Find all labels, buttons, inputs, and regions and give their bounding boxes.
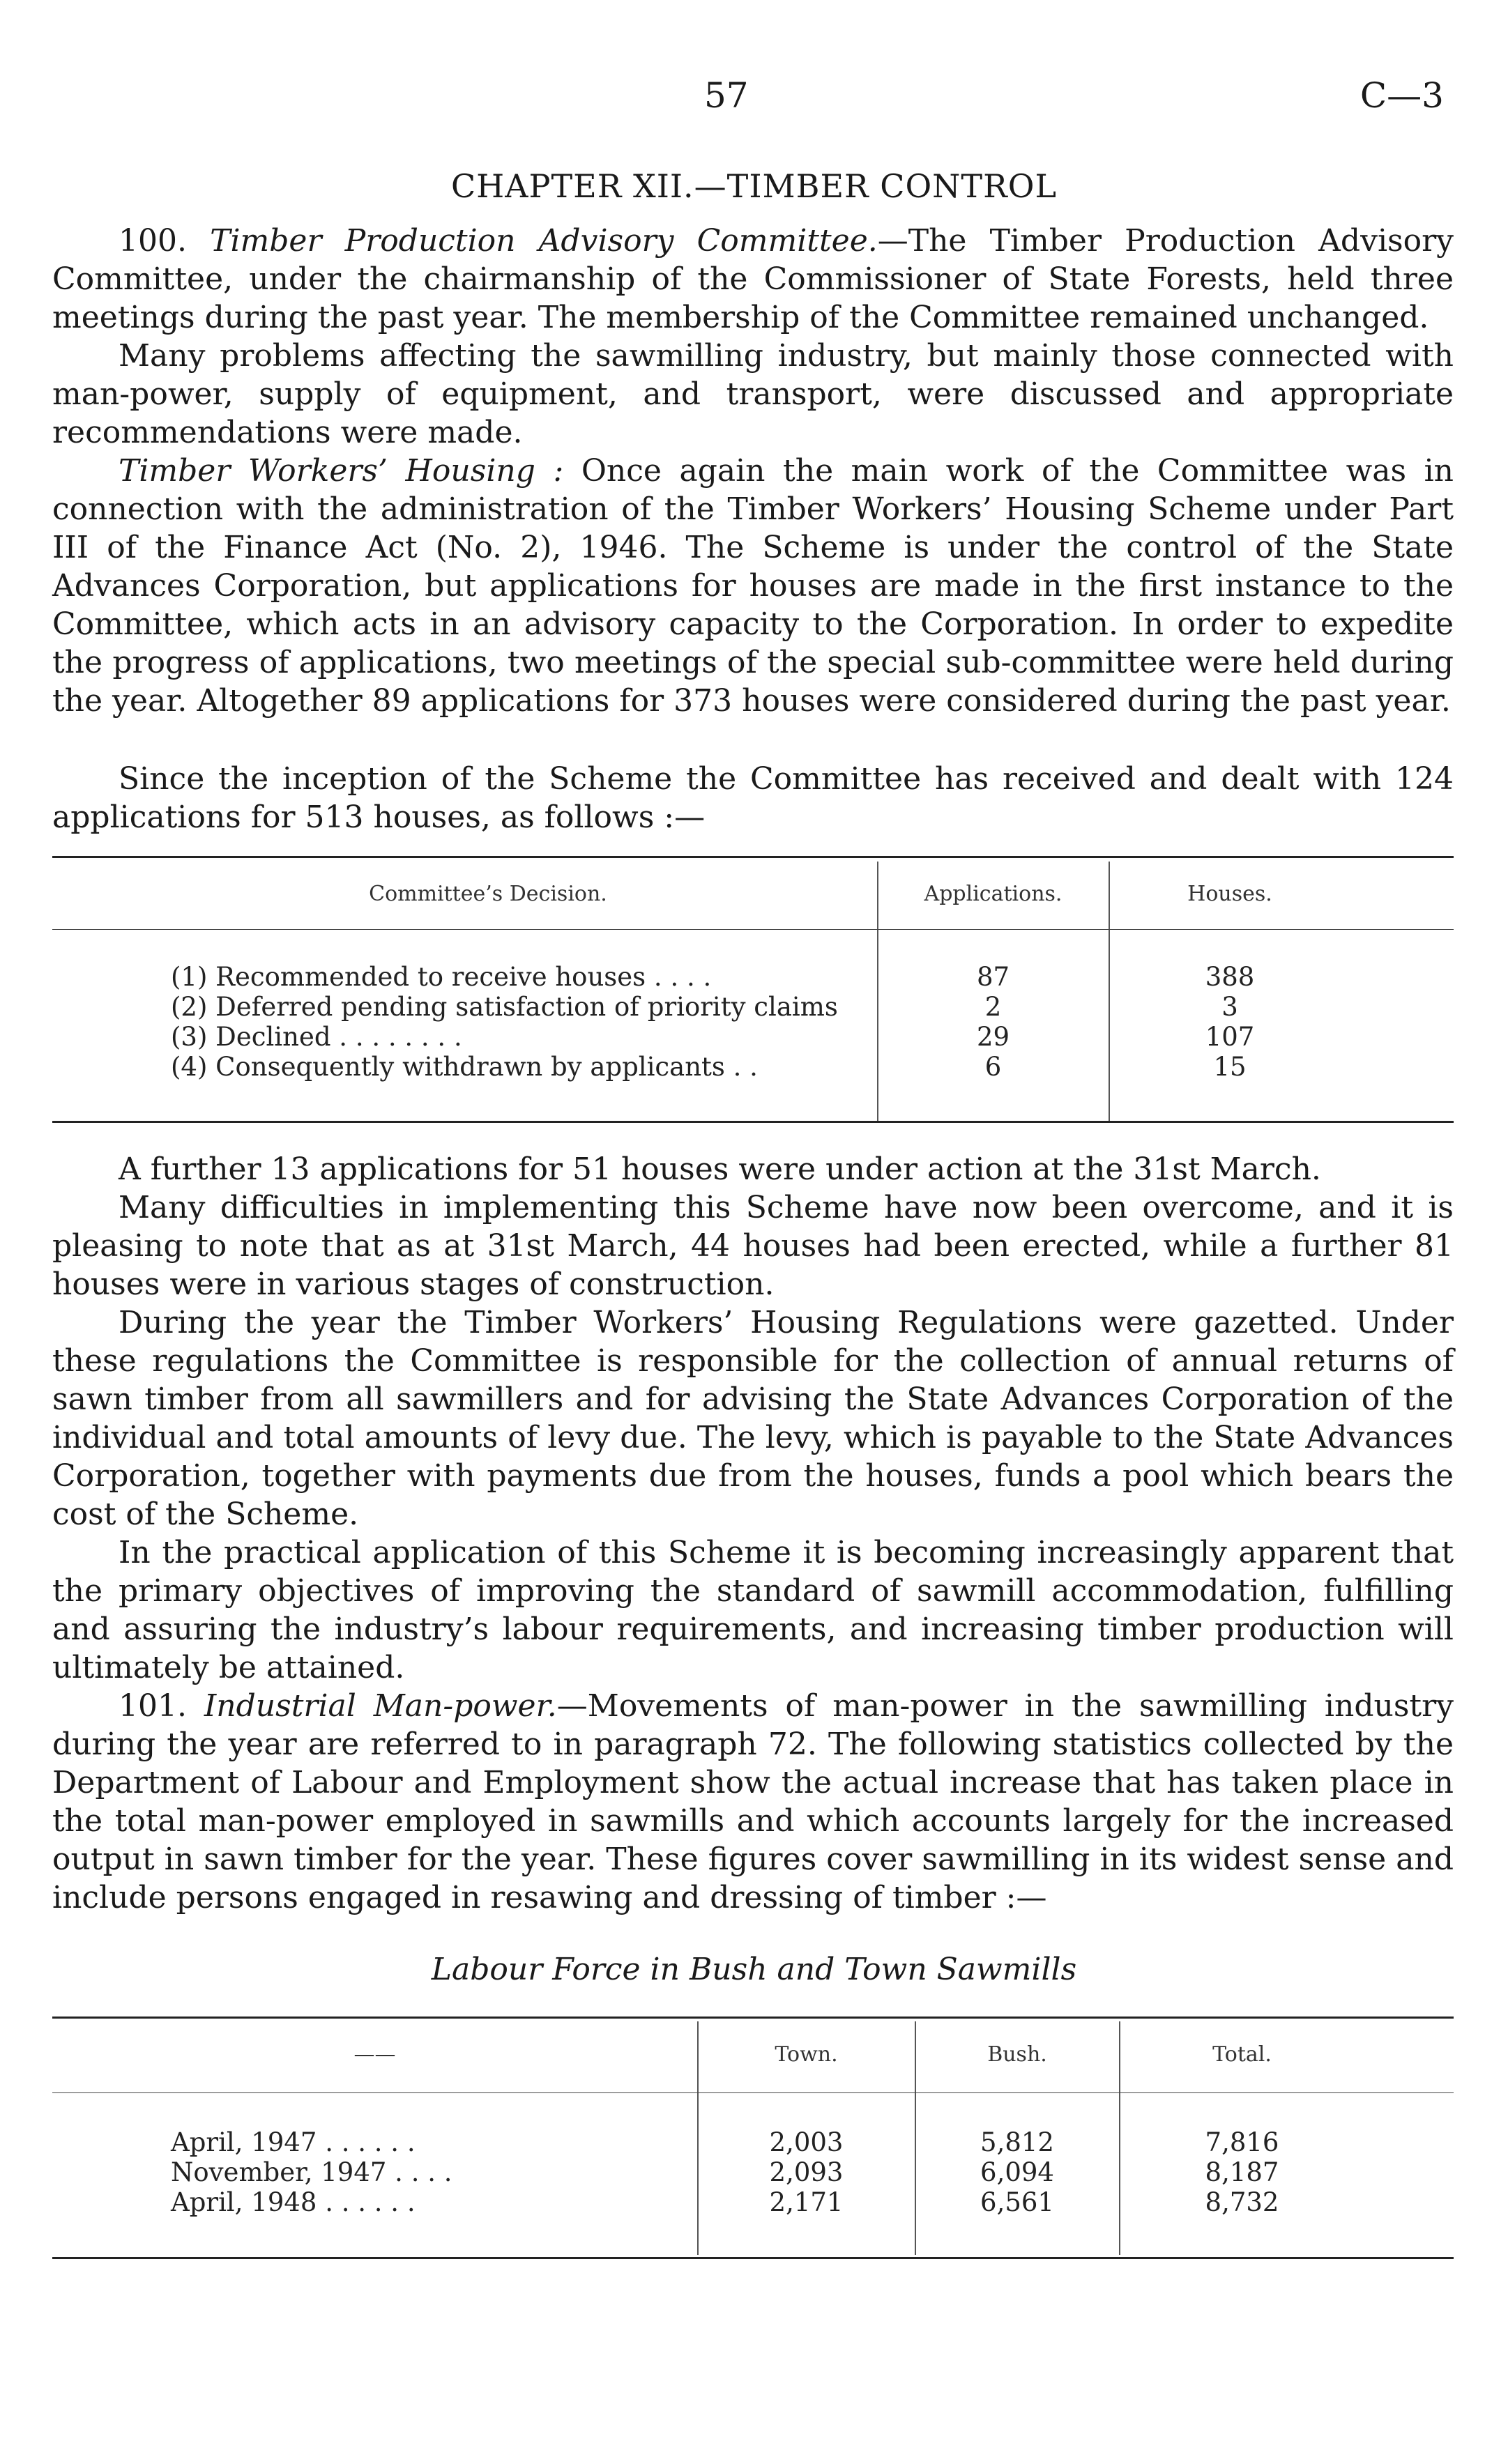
table-cell-applications: 6 <box>984 1052 1002 1082</box>
table-cell-total: 7,816 <box>1205 2127 1279 2157</box>
column-divider <box>915 2021 916 2255</box>
paragraph-number: 100. <box>119 223 187 259</box>
paragraph-text: —Movements of man-power in the sawmilling industry during the year are referred to in paragraph 72. The following statistics collected by the Department of Labour and Employment show the actual increase that has taken place in the total man-power employed in sawmills and which accounts largely for the increased output in sawn timber for the year. These figures cover sawmilling in its widest sense and include persons engaged in resawing and dressing of timber :— <box>52 1688 1454 1915</box>
table-header-town: Town. <box>775 2042 838 2067</box>
table-cell-bush: 6,561 <box>980 2187 1054 2217</box>
table-cell-total: 8,187 <box>1205 2157 1279 2187</box>
table-header-total: Total. <box>1212 2042 1272 2067</box>
column-divider <box>1109 862 1110 1121</box>
paragraph-heading: Timber Workers’ Housing : <box>119 453 564 489</box>
chapter-title: CHAPTER XII.—TIMBER CONTROL <box>450 167 1058 205</box>
table-row-label: (4) Consequently withdrawn by applicants . . <box>171 1052 758 1082</box>
table-header-period: —— <box>353 2042 396 2067</box>
table-top-rule <box>52 2017 1454 2019</box>
paragraph-regulations: During the year the Timber Workers’ Housing Regulations were gazetted. Under these regulations the Committee is responsible for the collection of annual returns of sawn timber from all sawmillers and for advising the State Advances Corporation of the individual and total amounts of levy due. The levy, which is payable to the State Advances Corporation, together with payments due from the houses, funds a pool which bears the cost of the Scheme. <box>52 1305 1454 1532</box>
table-cell-total: 8,732 <box>1205 2187 1279 2217</box>
table-cell-town: 2,003 <box>769 2127 844 2157</box>
table-header-decision: Committee’s Decision. <box>369 882 607 906</box>
table-top-rule <box>52 856 1454 858</box>
table-cell-houses: 3 <box>1221 992 1238 1022</box>
table-cell-applications: 2 <box>984 992 1002 1022</box>
page-number: 57 <box>704 75 749 116</box>
paragraph-100 <box>52 222 1454 337</box>
table-cell-town: 2,093 <box>769 2157 844 2187</box>
table-header-applications: Applications. <box>924 882 1063 906</box>
table-bottom-rule <box>52 1121 1454 1123</box>
paragraph-problems: Many problems affecting the sawmilling industry, but mainly those connected with man-power, supply of equipment, and transport, were discussed and appropriate recommendations were made. <box>52 338 1454 450</box>
table-row-label: (2) Deferred pending satisfaction of priority claims <box>171 992 838 1022</box>
table-cell-houses: 107 <box>1205 1022 1255 1052</box>
table-header-bush: Bush. <box>987 2042 1047 2067</box>
table-header-rule <box>52 929 1454 930</box>
table-caption: Labour Force in Bush and Town Sawmills <box>431 1952 1077 1987</box>
column-divider <box>697 2021 699 2255</box>
paragraph-housing <box>52 452 1454 720</box>
table-row-label: November, 1947 . . . . <box>171 2157 452 2187</box>
column-divider <box>877 862 878 1121</box>
table-row-label: (1) Recommended to receive houses . . . . <box>171 962 712 992</box>
column-divider <box>1119 2021 1120 2255</box>
table-cell-houses: 15 <box>1213 1052 1247 1082</box>
table-cell-applications: 29 <box>976 1022 1010 1052</box>
table-bottom-rule <box>52 2257 1454 2259</box>
table-row-label: April, 1948 . . . . . . <box>171 2187 416 2217</box>
paragraph-difficulties: Many difficulties in implementing this Scheme have now been overcome, and it is pleasing to note that as at 31st March, 44 houses had been erected, while a further 81 houses were in various stages of construction. <box>52 1190 1454 1302</box>
paragraph-heading: Industrial Man-power. <box>204 1688 557 1724</box>
paragraph-text: —The Timber Production Advisory Committee, under the chairmanship of the Commissioner of State Forests, held three meetings during the past year. The membership of the Committee remained unchanged. <box>52 223 1454 335</box>
table-header-rule <box>52 2092 1454 2093</box>
table-row-label: (3) Declined . . . . . . . . <box>171 1022 462 1052</box>
table-cell-bush: 5,812 <box>980 2127 1054 2157</box>
paragraph-further: A further 13 applications for 51 houses were under action at the 31st March. <box>119 1151 1321 1187</box>
paragraph-101 <box>52 1687 1454 1917</box>
paragraph-inception: Since the inception of the Scheme the Committee has received and dealt with 124 applications for 513 houses, as follows :— <box>52 761 1454 835</box>
paragraph-text: Once again the main work of the Committee was in connection with the administration of the Timber Workers’ Housing Scheme under Part III of the Finance Act (No. 2), 1946. The Scheme is under the control of the State Advances Corporation, but applications for houses are made in the first instance to the Committee, which acts in an advisory capacity to the Corporation. In order to expedite the progress of applications, two meetings of the special sub-committee were held during the year. Altogether 89 applications for 373 houses were considered during the past year. <box>52 453 1454 719</box>
paragraph-heading: Timber Production Advisory Committee. <box>210 223 878 259</box>
paragraph-number: 101. <box>119 1688 187 1724</box>
document-reference: C—3 <box>1360 75 1444 116</box>
table-cell-applications: 87 <box>976 962 1010 992</box>
table-cell-bush: 6,094 <box>980 2157 1054 2187</box>
table-cell-houses: 388 <box>1205 962 1255 992</box>
table-header-houses: Houses. <box>1187 882 1272 906</box>
table-cell-town: 2,171 <box>769 2187 844 2217</box>
paragraph-practical: In the practical application of this Scheme it is becoming increasingly apparent that the primary objectives of improving the standard of sawmill accommodation, fulfilling and assuring the industry’s labour requirements, and increasing timber production will ultimately be attained. <box>52 1535 1454 1685</box>
table-row-label: April, 1947 . . . . . . <box>171 2127 416 2157</box>
